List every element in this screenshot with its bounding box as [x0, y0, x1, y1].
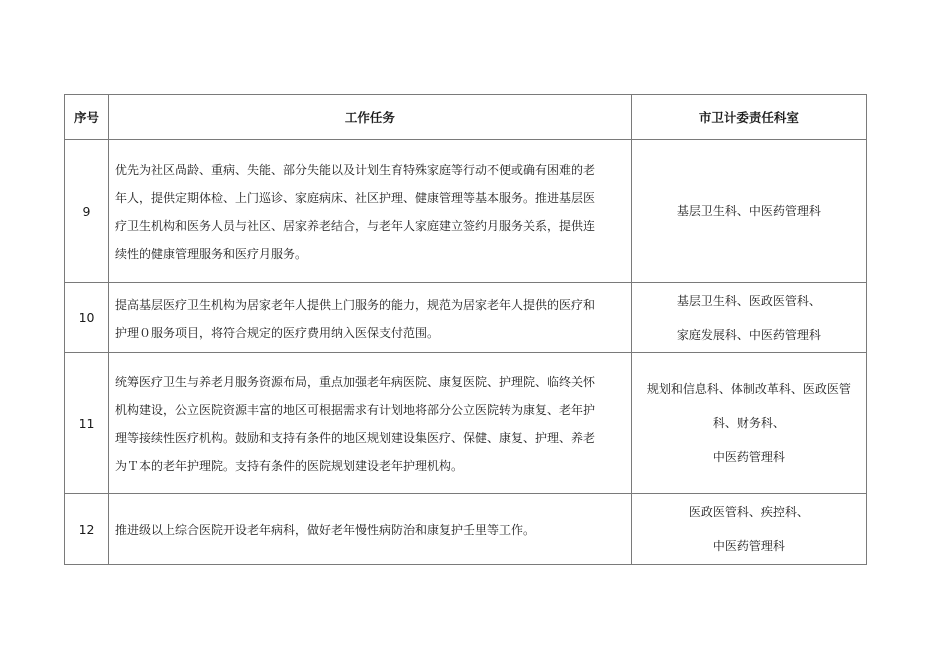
header-serial-number: 序号: [65, 95, 109, 140]
task-description: [109, 283, 632, 353]
header-work-task: 工作任务: [109, 95, 632, 140]
task-table: [64, 94, 867, 565]
task-text-line: 统筹医疗卫生与养老月服务资源布局，重点加强老年病医院、康复医院、护理院、临终关怀: [115, 375, 596, 389]
task-description: [109, 140, 632, 283]
task-text-line: 优先为社区咼龄、重病、失能、部分失能以及计划生育特殊家庭等行动不便或确有困难的老: [115, 163, 596, 177]
table-row: [65, 353, 867, 494]
task-text-line: 续性的健康管理服务和医疗月服务。: [115, 247, 308, 261]
task-text-line: 护理０服务项目，将符合规定的医疗费用纳入医保支付范围。: [115, 325, 440, 340]
task-description: [109, 353, 632, 494]
task-text-line: 年人，提供定期体检、上门巡诊、家庭病床、社区护理、健康管理等基本服务。推进基层医: [115, 191, 596, 205]
department-text-line: 规划和信息科、体制改革科、医政医管: [646, 382, 851, 396]
table-row: [65, 140, 867, 283]
task-text-line: 为Ｔ本的老年护理院。支持有条件的医院规划建设老年护理机构。: [115, 459, 464, 473]
department-text-line: 中医药管理科: [712, 539, 785, 553]
task-text-line: 理等接续性医疗机构。鼓励和支持有条件的地区规划建设集医疗、保健、康复、护理、养老: [115, 431, 596, 445]
department-text-line: 家庭发展科、中医药管理科: [676, 327, 821, 342]
header-responsible-department: 市卫计委责任科室: [631, 95, 866, 140]
row-number: 9: [65, 140, 109, 283]
task-text-line: 机构建设，公立医院资源丰富的地区可根据需求有计划地将部分公立医院转为康复、老年护: [115, 403, 596, 417]
department-text-line: 基层卫生科、中医药管理科: [676, 204, 821, 218]
table-row: [65, 494, 867, 565]
department-text-line: 中医药管理科: [712, 450, 785, 464]
department-text-line: 医政医管科、疾控科、: [688, 505, 809, 519]
row-number: 10: [65, 283, 109, 353]
department-text-line: 科、财务科、: [712, 416, 785, 430]
responsible-department: [631, 353, 866, 494]
task-text-line: 提高基层医疗卫生机构为居家老年人提供上门服务的能力，规范为居家老年人提供的医疗和: [115, 297, 596, 312]
task-description: [109, 494, 632, 565]
row-number: 12: [65, 494, 109, 565]
task-text-line: 推进级以上综合医院开设老年病科，做好老年慢性病防治和康复护壬里等工作。: [115, 523, 536, 537]
responsible-department: [631, 140, 866, 283]
task-text-line: 疗卫生机构和医务人员与社区、居家养老结合，与老年人家庭建立签约月服务关系，提供连: [115, 219, 596, 233]
responsible-department: [631, 494, 866, 565]
department-text-line: 基层卫生科、医政医管科、: [676, 293, 821, 308]
row-number: 11: [65, 353, 109, 494]
responsible-department: [631, 283, 866, 353]
table-row: [65, 283, 867, 353]
table-header-row: [65, 95, 867, 140]
